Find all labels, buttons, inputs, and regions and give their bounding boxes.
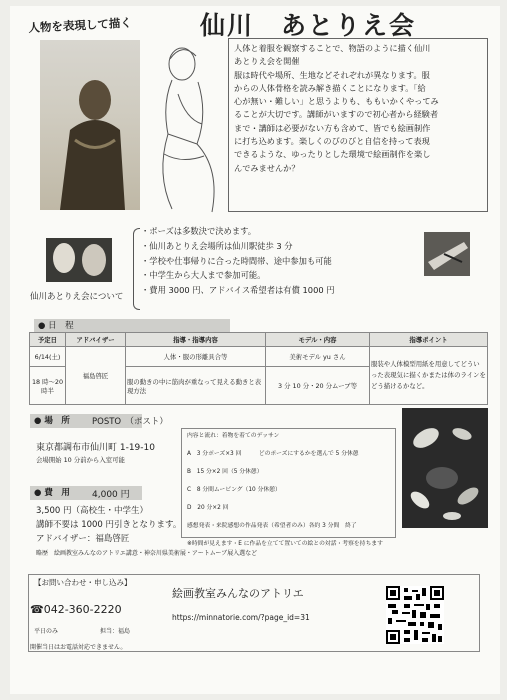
program-line: D 20 分×2 回 [187,504,229,511]
fee-advisor: アドバイザー：福島啓匠 [36,534,130,544]
program-line: C 8 分間ムービング（10 分休憩） [187,486,281,493]
intro-line: 人体と着服を観察することで、物語のように描く仙川 [234,43,431,53]
schedule-heading: ● 日 程 [34,319,230,333]
col-date: 予定日 [30,333,66,347]
feature-item: ・費用 3000 円、アドバイス希望者は有償 1000 円 [141,285,335,296]
feature-item: ・ポーズは多数決で決めます。 [141,226,257,236]
program-line [187,441,390,450]
sculpture-photo [46,238,112,282]
qr-code[interactable] [386,586,444,644]
page-title: 仙川 あとりえ会 [200,11,417,40]
program-line [187,513,390,522]
intro-line: できるような、ゆったりとした環境で絵画制作を楽し [234,149,431,160]
col-point: 指導ポイント [370,333,488,347]
program-line [187,531,390,540]
venue-name: POSTO （ポスト） [92,417,168,427]
bullet-brace [133,228,140,310]
intro-line: 心が無い・難しい」と思うよりも、ももいかくやってみ [234,96,439,107]
program-line [187,459,390,468]
venue-access: 会場開始 10 分前から入室可能 [36,456,125,464]
program-line: 内容と流れ：着物を着てのデッサン [187,433,280,439]
cell-date: 6/14(土) [30,347,66,367]
program-line [187,477,390,486]
col-model: モデル・内容 [266,333,370,347]
figure-sketch [142,34,226,214]
intro-line: からの人体骨格を読み解き描くことになります。「給 [234,82,426,93]
feature-item: ・仙川あとりえ会場所は仙川駅徒歩 3 分 [141,240,293,251]
cell-content-1: 人体・服の形離具合等 [126,347,266,367]
website-url[interactable]: https://minnatorie.com/?page_id=31 [172,613,310,622]
subtitle: 人物を表現して描く [28,15,133,35]
cell-model-2: 3 分 10 分・20 分ムーブ等 [266,367,370,405]
program-line: A 3 分ポーズ×3 回 どのポーズにするかを選んで 5 分休憩 [187,450,359,457]
fee-note: 講師不要は 1000 円引きとなります。 [36,520,182,530]
program-line: B 15 分×2 回（5 分休憩） [187,468,263,475]
cell-time: 18 時～20 時半 [30,367,66,405]
intro-line: 服は時代や場所、生地などそれぞれが異なります。服 [234,69,430,80]
program-line: ※時間が見えます・E に作品を立てて置いての絵との対話・考察を持ちます [187,540,383,547]
intro-line: ることが大切です。講師がいますので初心者から経験者 [234,109,439,120]
day-note: 開催当日はお電話対応できません。 [30,644,127,651]
drawing-hand-photo [424,232,470,276]
table-row [30,347,488,367]
program-box [181,428,396,547]
contact-heading: 【お問い合わせ・申し込み】 [34,578,132,587]
hours-note: 平日のみ [34,628,59,635]
about-label: 仙川あとりえ会について [30,292,124,302]
cell-content-2: 服の動きの中に筋肉が重なって見える動きと表現方法 [126,367,266,405]
venue-address: 東京都調布市仙川町 1-19-10 [36,443,155,453]
cell-point: 服装や人体模型用紙を用意してどういった表現気に描くかまたは体のラインをどう描けるかなど。 [370,347,488,405]
leaves-photo [402,408,488,528]
schedule-table [29,332,488,405]
fee-heading: ● 費 用 [30,486,142,500]
feature-list [141,224,413,298]
intro-line: あとりえ会を開催 [234,56,300,67]
feature-item: ・学校や仕事帰りに合った時間帯、途中参加も可能 [141,255,332,266]
phone-number[interactable]: ☎042-360-2220 [30,603,122,616]
col-content: 指導・指導内容 [126,333,266,347]
painting-photo [40,40,140,210]
fee-student: 3,500 円（高校生・中学生） [36,506,149,516]
intro-text-box [228,38,488,212]
program-line [187,495,390,504]
venue-heading: ● 場 所 [30,414,142,428]
program-line: 感想発表・来院感想の作品発表（希望者のみ）各約 3 分間 終了 [187,522,357,529]
contact-person: 担当：福島 [100,628,131,635]
col-advisor: アドバイザー [66,333,126,347]
cell-advisor: 福島啓匠 [66,347,126,405]
cell-model-1: 美術モデル yu さん [266,347,370,367]
advisor-profile: 略歴 絵画教室みんなのアトリエ講意・神奈川県美術展・アートムーブ展入選など [36,550,258,557]
feature-item: ・中学生から大人まで参加可能。 [141,270,266,281]
intro-line: に打ち込めます。楽しくのびのびと自信を持って表現 [234,135,430,146]
intro-line: んでみませんか？ [234,162,300,173]
fee-amount: 4,000 円 [92,490,130,500]
schedule-header-row [30,333,488,347]
intro-line: まで・講師は必要がない方も含めて、皆でも絵画制作 [234,122,431,133]
atelier-name: 絵画教室みんなのアトリエ [172,587,304,600]
